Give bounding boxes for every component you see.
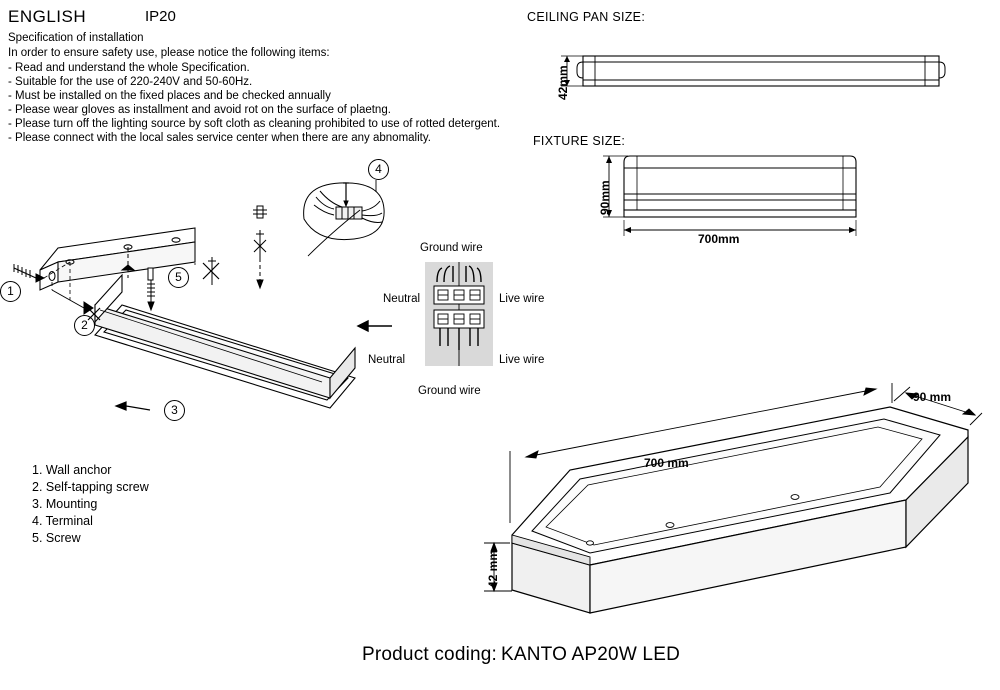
fixture-drawing (525, 150, 965, 250)
product-coding-value: KANTO AP20W LED (501, 644, 680, 665)
callout-3: 3 (164, 400, 185, 421)
iso-length-dimension: 700 mm (644, 456, 689, 470)
ceiling-pan-section-label: CEILING PAN SIZE: (527, 10, 646, 24)
fixture-height-dimension: 90mm (598, 180, 612, 215)
wiring-label-neutral-bottom: Neutral (368, 354, 406, 366)
fixture-section-label: FIXTURE SIZE: (533, 134, 626, 148)
spec-item-1: - Read and understand the whole Specification. (8, 62, 250, 74)
callout-2: 2 (74, 315, 95, 336)
legend-item-1: 1. Wall anchor (32, 463, 112, 477)
fixture-isometric-drawing (470, 375, 990, 625)
wiring-label-ground-bottom: Ground wire (418, 385, 481, 397)
spec-heading: Specification of installation (8, 32, 144, 44)
spec-item-6: - Please connect with the local sales service center when there are any abnomality. (8, 132, 431, 144)
spec-item-2: - Suitable for the use of 220-240V and 50-60Hz. (8, 76, 253, 88)
callout-5: 5 (168, 267, 189, 288)
fixture-length-dimension: 700mm (698, 232, 740, 246)
legend-item-4: 4. Terminal (32, 514, 93, 528)
callout-4-leader (364, 176, 388, 192)
wiring-label-live-top: Live wire (499, 293, 545, 305)
spec-intro: In order to ensure safety use, please notice the following items: (8, 47, 330, 59)
ceiling-pan-drawing (525, 40, 965, 110)
terminal-leader-line (300, 200, 370, 270)
spec-item-4: - Please wear gloves as installment and avoid rot on the surface of plaetng. (8, 104, 391, 116)
spec-item-3: - Must be installed on the fixed places and be checked annually (8, 90, 331, 102)
iso-height-dimension: 42 mm (486, 549, 500, 588)
wiring-label-neutral-top: Neutral (383, 293, 421, 305)
wiring-label-ground-top: Ground wire (420, 242, 483, 254)
product-coding-label: Product coding: (362, 644, 498, 665)
callout-1: 1 (0, 281, 21, 302)
ceiling-pan-height-dimension: 42mm (556, 65, 570, 100)
legend-item-5: 5. Screw (32, 531, 81, 545)
legend-list (32, 462, 149, 547)
callout-4: 4 (368, 159, 389, 180)
iso-width-dimension: 90 mm (913, 390, 952, 404)
ip-rating: IP20 (145, 8, 176, 25)
wiring-label-live-bottom: Live wire (499, 354, 545, 366)
spec-item-5: - Please turn off the lighting source by soft cloth as cleaning prohibited to use of rotted detergent. (8, 118, 501, 130)
legend-item-2: 2. Self-tapping screw (32, 480, 149, 494)
legend-item-3: 3. Mounting (32, 497, 98, 511)
language-title: ENGLISH (8, 7, 87, 26)
wiring-terminal-diagram (420, 262, 500, 372)
